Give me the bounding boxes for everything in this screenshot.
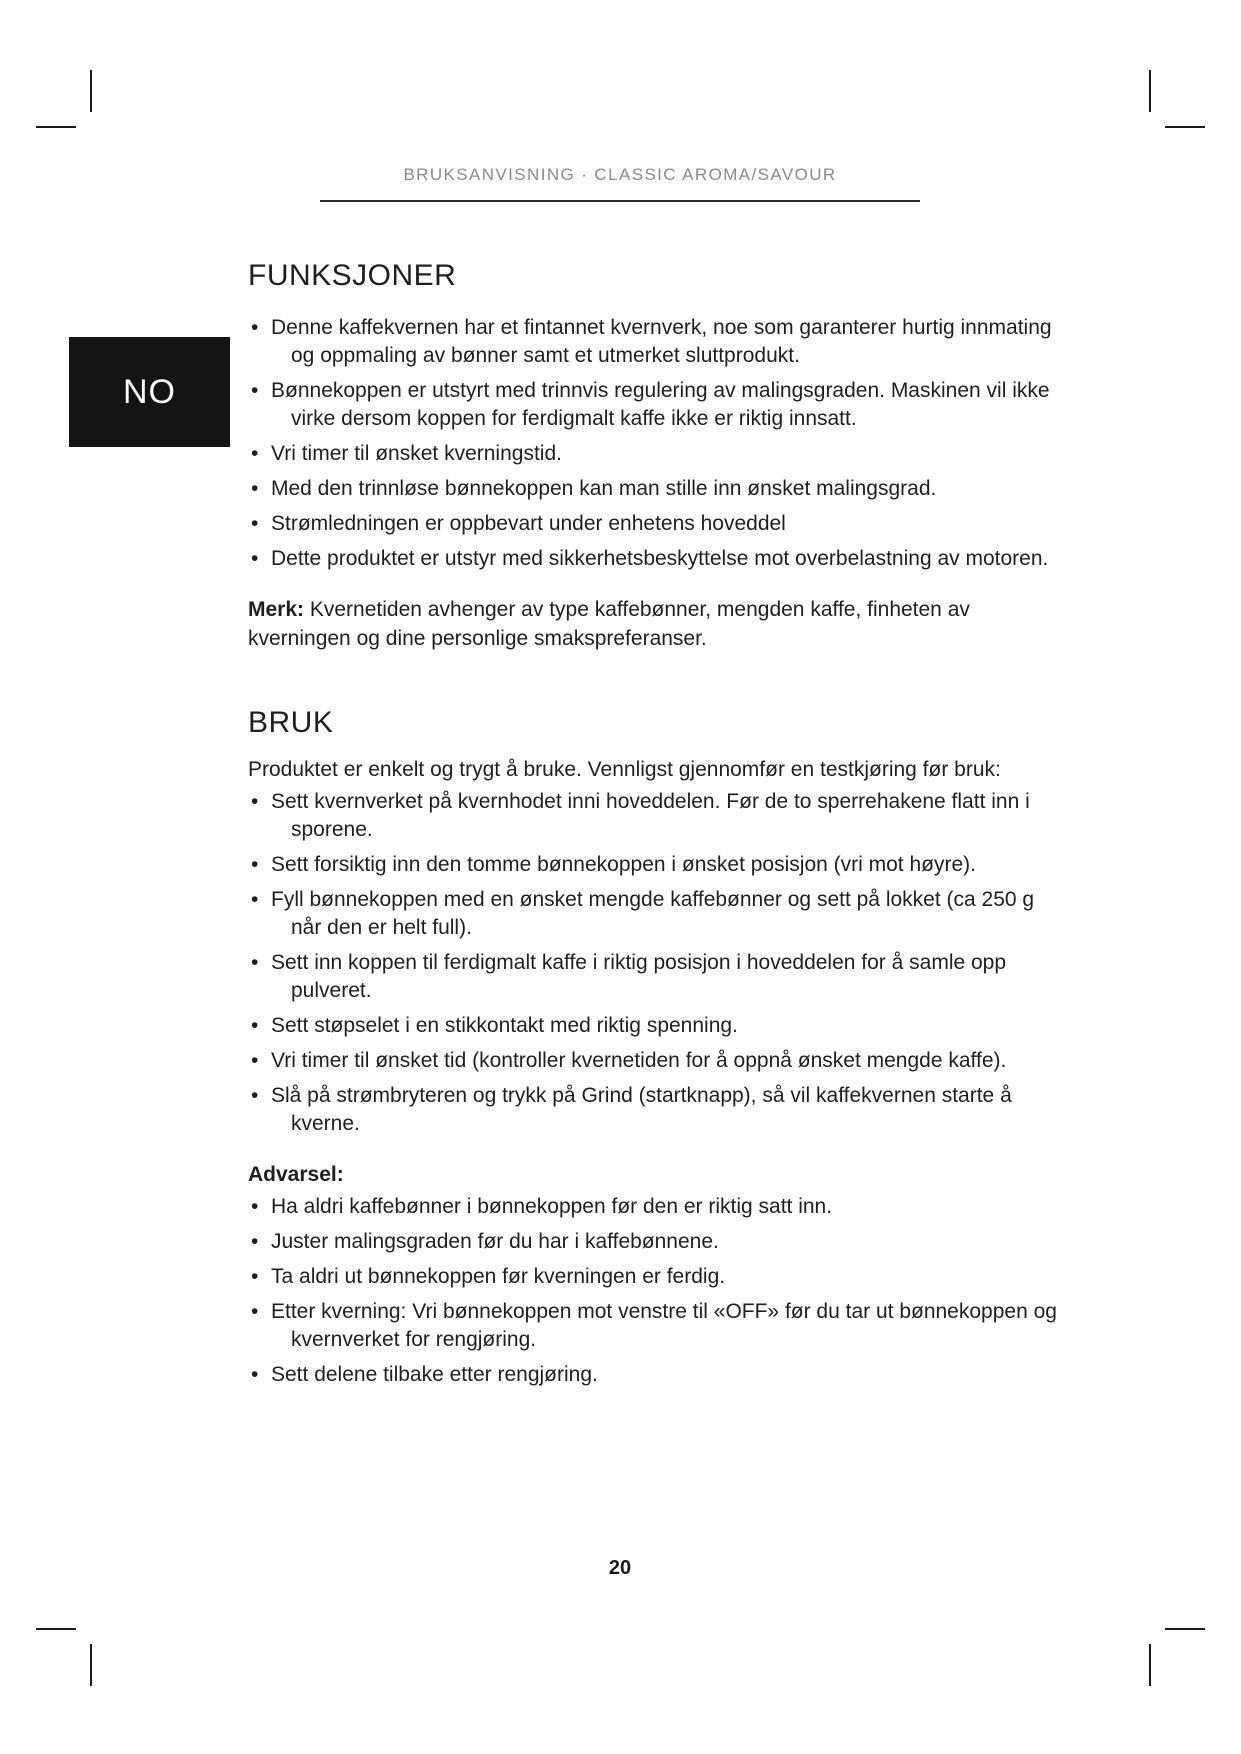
crop-mark-bottom-right-h (1165, 1628, 1205, 1630)
section-title-bruk: BRUK (248, 706, 334, 739)
list-item: • Ta aldri ut bønnekoppen før kverningen er ferdig. (251, 1265, 726, 1288)
list-item: • Denne kaffekvernen har et fintannet kvernverk, noe som garanterer hurtig innmating og oppmaling av bønner samt et utmerket sluttprodukt. (251, 316, 1052, 367)
note-label: Merk: (248, 598, 305, 621)
list-item: • Slå på strømbryteren og trykk på Grind (startknapp), så vil kaffekvernen starte å kverne. (251, 1084, 1012, 1135)
crop-mark-top-right-v (1149, 70, 1151, 112)
list-item: • Sett delene tilbake etter rengjøring. (251, 1363, 598, 1386)
list-item: • Vri timer til ønsket kverningstid. (251, 442, 562, 465)
list-item: • Dette produktet er utstyr med sikkerhetsbeskyttelse mot overbelastning av motoren. (251, 547, 1049, 570)
list-item: • Sett inn koppen til ferdigmalt kaffe i riktig posisjon i hoveddelen for å samle opp pulveret. (251, 951, 1007, 1002)
header-rule (320, 200, 920, 202)
crop-mark-bottom-right-v (1149, 1644, 1151, 1686)
note-paragraph (248, 595, 1068, 653)
page-number: 20 (608, 1557, 632, 1579)
running-header: BRUKSANVISNING · CLASSIC AROMA/SAVOUR (403, 165, 837, 184)
bruk-intro: Produktet er enkelt og trygt å bruke. Vennligst gjennomfør en testkjøring før bruk: (248, 758, 1001, 781)
funksjoner-list (248, 314, 1068, 573)
crop-mark-bottom-left-h (36, 1628, 76, 1630)
list-item: • Sett kvernverket på kvernhodet inni hoveddelen. Før de to sperrehakene flatt inn i sporene. (251, 790, 1030, 841)
crop-mark-top-left-h (36, 126, 76, 128)
section-title-funksjoner: FUNKSJONER (248, 259, 457, 292)
advarsel-list (248, 1193, 1068, 1389)
crop-mark-bottom-left-v (90, 1644, 92, 1686)
crop-mark-top-left-v (90, 70, 92, 112)
list-item: • Juster malingsgraden før du har i kaffebønnene. (251, 1230, 719, 1253)
language-tab: NO (69, 337, 230, 447)
page-content (248, 256, 1068, 1396)
crop-mark-top-right-h (1165, 126, 1205, 128)
list-item: • Strømledningen er oppbevart under enhetens hoveddel (251, 512, 786, 535)
list-item: • Bønnekoppen er utstyrt med trinnvis regulering av malingsgraden. Maskinen vil ikke virke dersom koppen for ferdigmalt kaffe ikke er riktig innsatt. (251, 379, 1050, 430)
list-item: • Sett støpselet i en stikkontakt med riktig spenning. (251, 1014, 738, 1037)
note-text: Kvernetiden avhenger av type kaffebønner, mengden kaffe, finheten av kverningen og dine personlige smakspreferanser. (248, 598, 970, 650)
list-item: • Fyll bønnekoppen med en ønsket mengde kaffebønner og sett på lokket (ca 250 g når den er helt full). (251, 888, 1035, 939)
list-item: • Vri timer til ønsket tid (kontroller kvernetiden for å oppnå ønsket mengde kaffe). (251, 1049, 1007, 1072)
list-item: • Sett forsiktig inn den tomme bønnekoppen i ønsket posisjon (vri mot høyre). (251, 853, 976, 876)
bruk-list (248, 788, 1068, 1138)
list-item: • Ha aldri kaffebønner i bønnekoppen før den er riktig satt inn. (251, 1195, 833, 1218)
list-item: • Med den trinnløse bønnekoppen kan man stille inn ønsket malingsgrad. (251, 477, 937, 500)
list-item: • Etter kverning: Vri bønnekoppen mot venstre til «OFF» før du tar ut bønnekoppen og kvernverket for rengjøring. (251, 1300, 1057, 1351)
advarsel-title: Advarsel: (248, 1163, 344, 1186)
